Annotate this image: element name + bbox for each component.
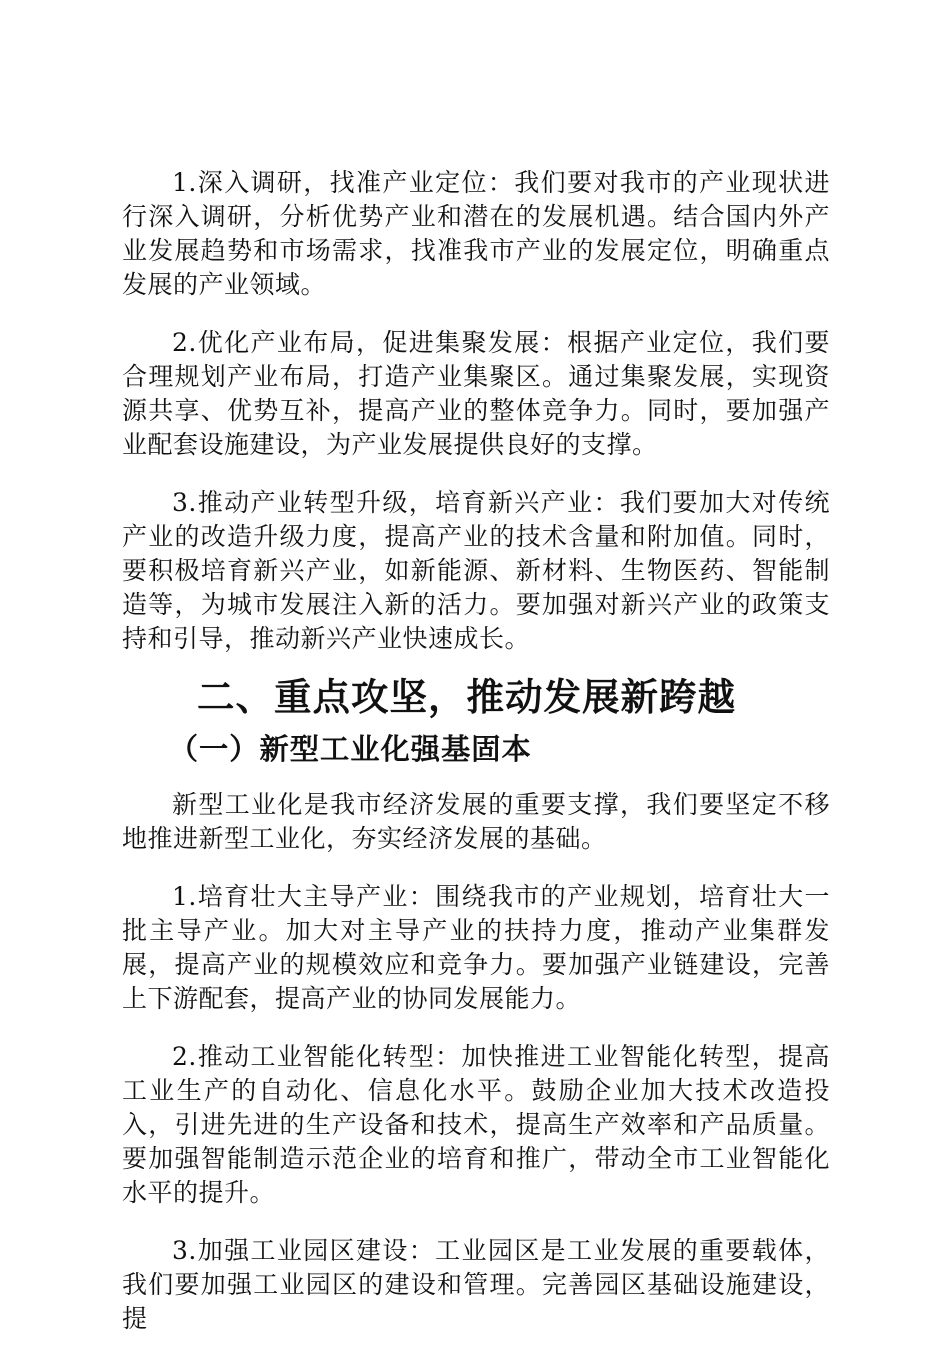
paragraph-industrial-parks: 3.加强工业园区建设：工业园区是工业发展的重要载体，我们要加强工业园区的建设和管理。完善园区基础设施建设，提 <box>122 1236 830 1333</box>
subsection-heading: （一）新型工业化强基固本 <box>168 732 532 766</box>
paragraph-industry-layout: 2.优化产业布局，促进集聚发展：根据产业定位，我们要合理规划产业布局，打造产业集聚区。通过集聚发展，实现资源共享、优势互补，提高产业的整体竞争力。同时，要加强产业配套设施建设，为产业发展提供良好的支撑。 <box>122 328 830 459</box>
paragraph-industry-upgrade: 3.推动产业转型升级，培育新兴产业：我们要加大对传统产业的改造升级力度，提高产业的技术含量和附加值。同时，要积极培育新兴产业，如新能源、新材料、生物医药、智能制造等，为城市发展注入新的活力。要加强对新兴产业的政策支持和引导，推动新兴产业快速成长。 <box>122 488 830 653</box>
section-heading: 二、重点攻坚，推动发展新跨越 <box>197 675 736 719</box>
paragraph-industrialization-intro: 新型工业化是我市经济发展的重要支撑，我们要坚定不移地推进新型工业化，夯实经济发展的基础。 <box>122 790 830 853</box>
paragraph-intelligent-transformation: 2.推动工业智能化转型：加快推进工业智能化转型，提高工业生产的自动化、信息化水平。鼓励企业加大技术改造投入，引进先进的生产设备和技术，提高生产效率和产品质量。要加强智能制造示范企业的培育和推广，带动全市工业智能化水平的提升。 <box>122 1042 830 1207</box>
document-body <box>122 166 830 1360</box>
paragraph-leading-industries: 1.培育壮大主导产业：围绕我市的产业规划，培育壮大一批主导产业。加大对主导产业的扶持力度，推动产业集群发展，提高产业的规模效应和竞争力。要加强产业链建设，完善上下游配套，提高产业的协同发展能力。 <box>122 882 830 1013</box>
paragraph-industry-research: 1.深入调研，找准产业定位：我们要对我市的产业现状进行深入调研，分析优势产业和潜在的发展机遇。结合国内外产业发展趋势和市场需求，找准我市产业的发展定位，明确重点发展的产业领域。 <box>122 168 830 299</box>
